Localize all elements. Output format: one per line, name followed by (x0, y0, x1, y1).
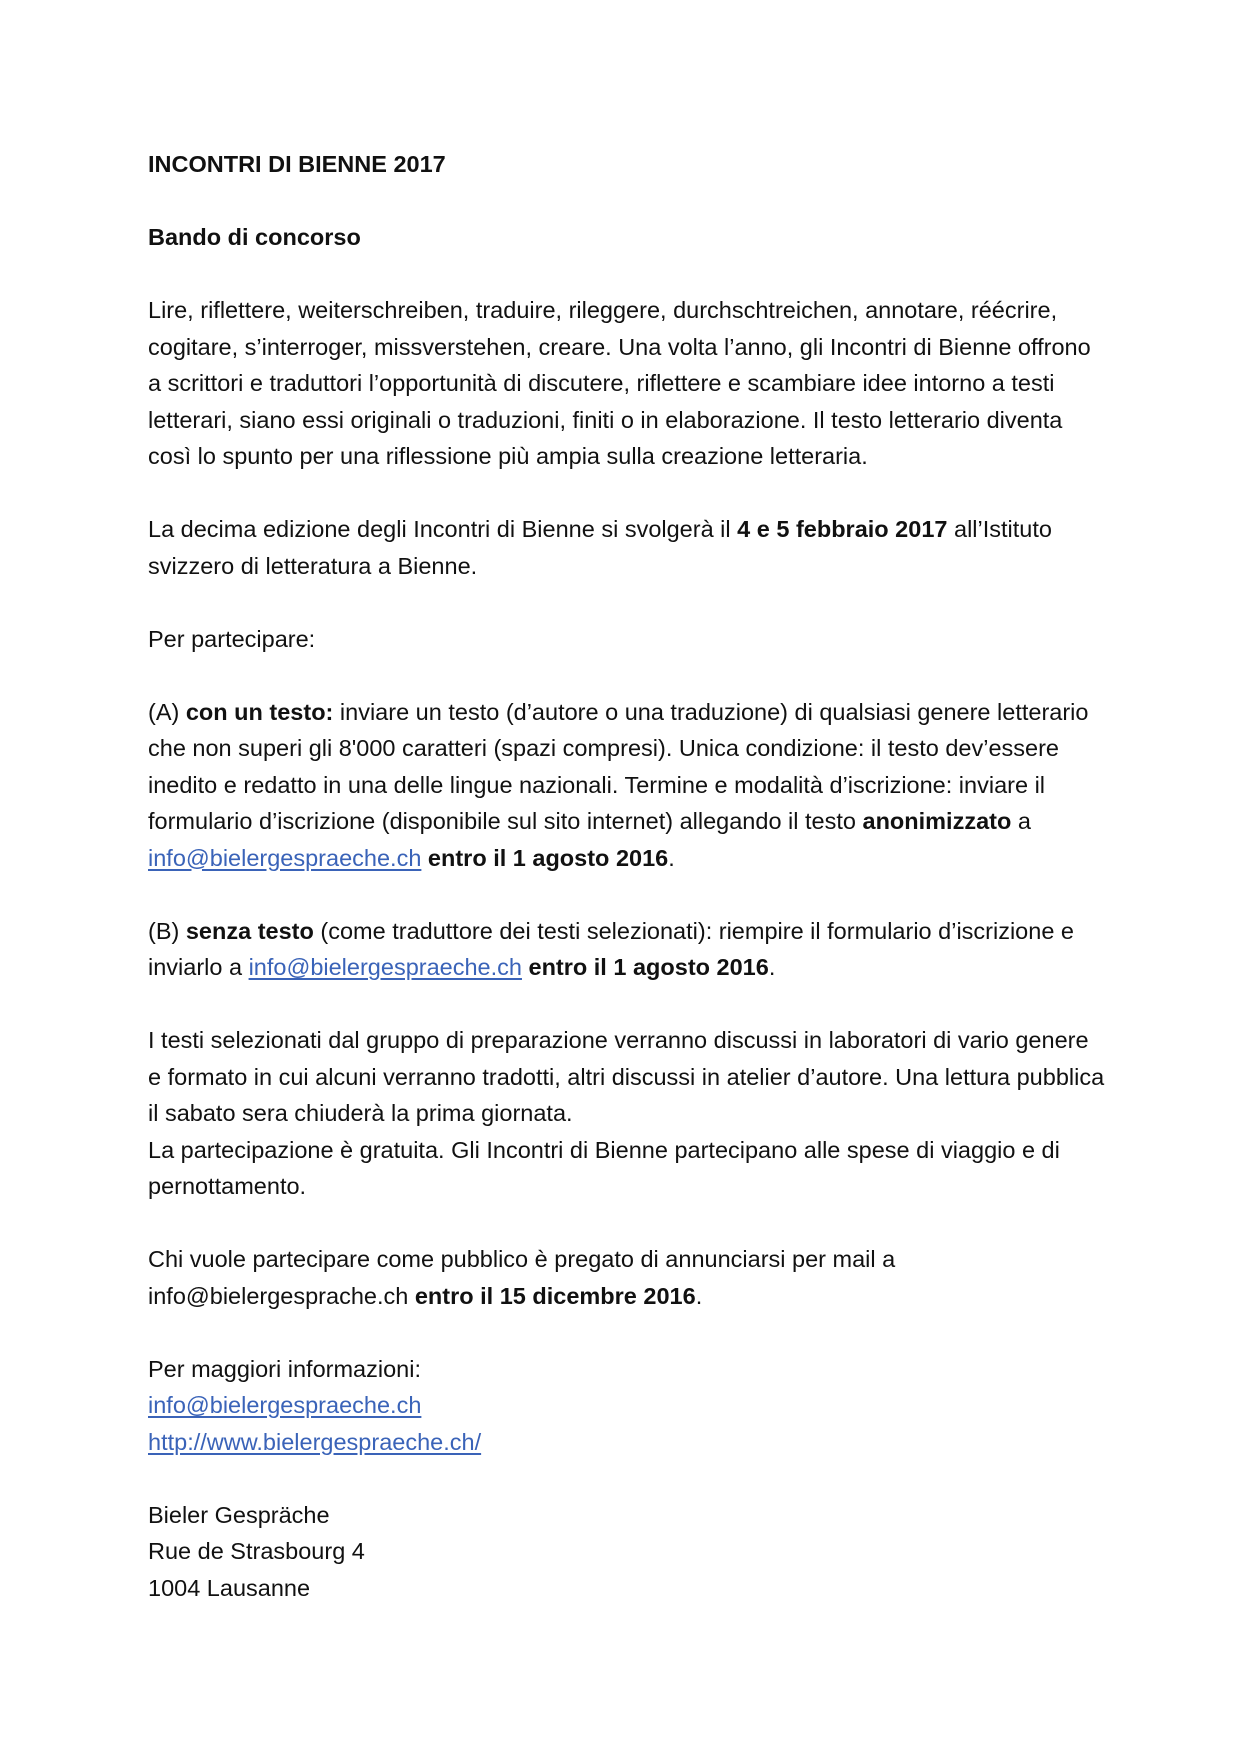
option-a-paragraph (148, 694, 1108, 877)
edition-date: 4 e 5 febbraio 2017 (737, 516, 948, 542)
audience-text: Chi vuole partecipare come pubblico è pregato di annunciarsi per mail a info@bielergesprache.ch (148, 1246, 896, 1309)
option-b-heading: senza testo (185, 917, 314, 944)
option-a-anonymized: anonimizzato (862, 808, 1012, 834)
participate-label: Per partecipare: (148, 625, 316, 652)
option-a-to: a (1011, 808, 1031, 834)
more-info-email-line (148, 1387, 1108, 1424)
address-name: Bieler Gespräche (148, 1501, 330, 1528)
option-a-end: . (668, 844, 675, 871)
more-info-email-link[interactable]: info@bielergespraeche.ch (148, 1392, 422, 1418)
audience-deadline: entro il 15 dicembre 2016 (414, 1282, 696, 1309)
option-b-paragraph (148, 913, 1108, 986)
document-page (148, 146, 1108, 1606)
option-b-prefix: (B) (148, 917, 186, 944)
option-b-email-link[interactable]: info@bielergespraeche.ch (248, 954, 522, 980)
edition-text-before: La decima edizione degli Incontri di Bienne si svolgerà il (148, 516, 738, 542)
option-a-heading: con un testo: (185, 698, 334, 725)
participation-paragraph: La partecipazione è gratuita. Gli Incontri di Bienne partecipano alle spese di viaggio e di pernottamento. (148, 1136, 1060, 1199)
option-a-text: inviare un testo (d’autore o una traduzione) di qualsiasi genere letterario che non superi gli 8'000 caratteri (spazi compresi). Unica condizione: il testo dev’essere inedito e redatto in una delle lingue nazionali. Termine e modalità d’iscrizione: inviare il formulario d’iscrizione (disponibile sul sito internet) allegando il testo (148, 698, 1089, 834)
more-info-url-link[interactable]: http://www.bielergespraeche.ch/ (148, 1428, 482, 1455)
page-title: INCONTRI DI BIENNE 2017 (148, 151, 446, 177)
edition-text-after: all’Istituto svizzero di letteratura a Bienne. (148, 516, 1052, 579)
option-b-end: . (768, 954, 776, 980)
option-b-text: (come traduttore dei testi selezionati): riempire il formulario d’iscrizione e inviarlo a (148, 917, 1074, 980)
audience-end: . (695, 1282, 703, 1309)
option-b-deadline: entro il 1 agosto 2016 (528, 954, 769, 980)
intro-paragraph: Lire, riflettere, weiterschreiben, traduire, rileggere, durchschtreichen, annotare, réécrire, cogitare, s’interroger, missverstehen, creare. Una volta l’anno, gli Incontri di Bienne offrono a scrittori e traduttori l’opportunità di discutere, riflettere e scambiare idee intorno a testi letterari, siano essi originali o traduzioni, finiti o in elaborazione. Il testo letterario diventa così lo spunto per una riflessione più ampia sulla creazione letteraria. (148, 297, 1091, 469)
option-a-deadline: entro il 1 agosto 2016 (427, 844, 669, 871)
edition-paragraph (148, 511, 1108, 584)
address-city: 1004 Lausanne (148, 1574, 311, 1601)
more-info-url-line (148, 1424, 1108, 1461)
more-info-label: Per maggiori informazioni: (148, 1355, 421, 1382)
selection-paragraph: I testi selezionati dal gruppo di preparazione verranno discussi in laboratori di vario genere e formato in cui alcuni verranno tradotti, altri discussi in atelier d’autore. Una lettura pubblica il sabato sera chiuderà la prima giornata. (148, 1027, 1105, 1126)
option-a-email-link[interactable]: info@bielergespraeche.ch (148, 844, 422, 871)
address-street: Rue de Strasbourg 4 (148, 1538, 365, 1564)
page-subtitle: Bando di concorso (148, 224, 361, 250)
option-a-prefix: (A) (148, 698, 186, 725)
audience-paragraph (148, 1241, 1108, 1314)
